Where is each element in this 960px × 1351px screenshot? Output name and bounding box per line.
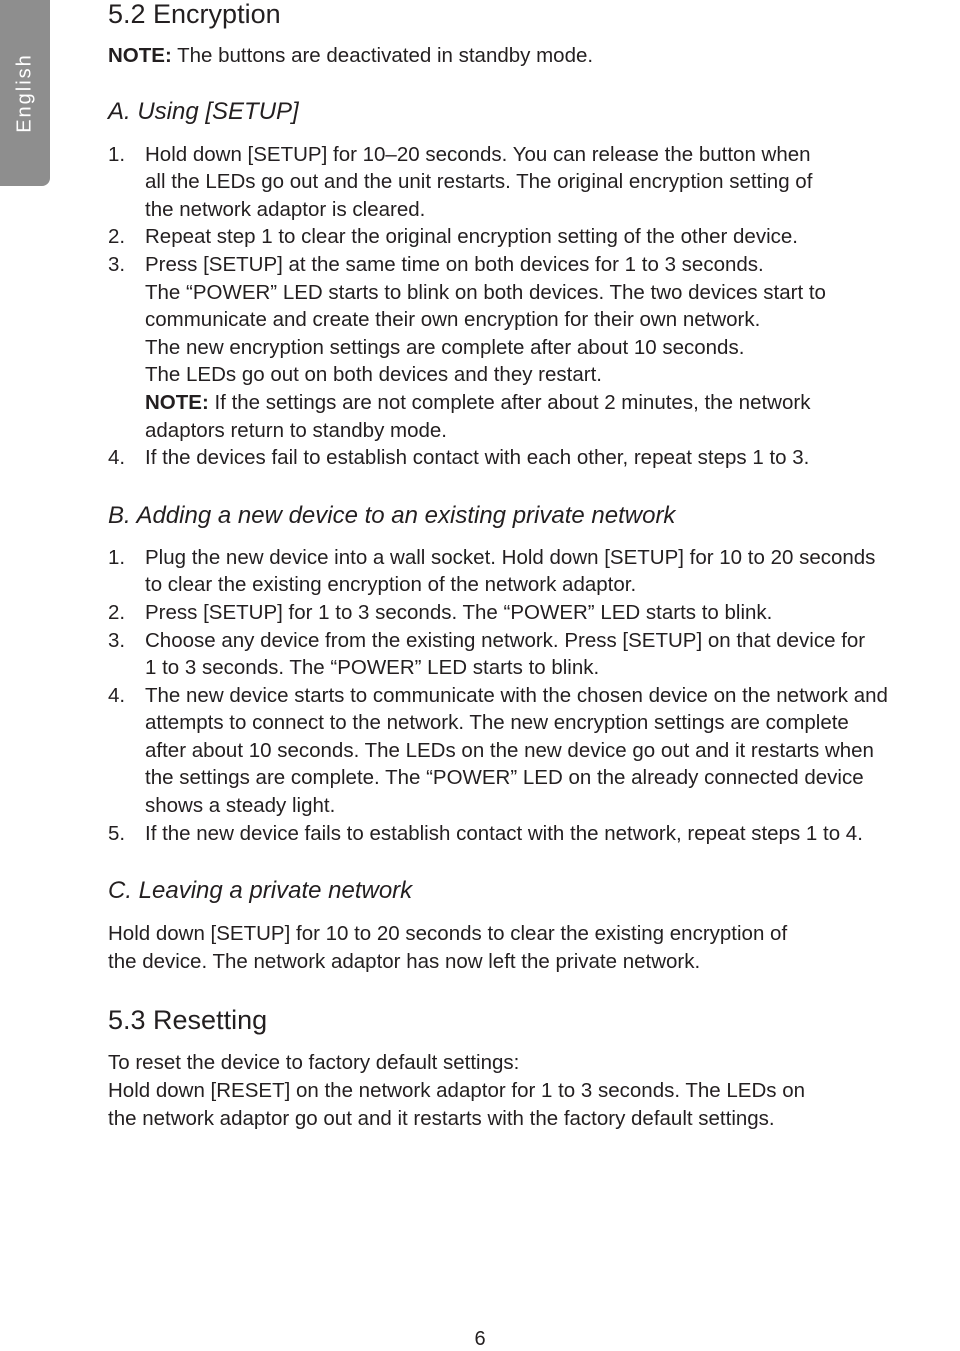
- step-line: after about 10 seconds. The LEDs on the new device go out and it restarts when: [145, 738, 874, 762]
- step-note-continued: adaptors return to standby mode.: [145, 418, 447, 442]
- language-label: English: [13, 53, 36, 133]
- step-line: all the LEDs go out and the unit restarts. The original encryption setting of: [145, 170, 813, 194]
- step-number: 1.: [108, 142, 126, 166]
- page-number: 6: [474, 1328, 486, 1350]
- standby-note: [108, 42, 960, 70]
- section-title-resetting: 5.3 Resetting: [108, 1005, 268, 1036]
- step-line: Choose any device from the existing network. Press [SETUP] on that device for: [145, 628, 866, 652]
- step-number: 2.: [108, 600, 126, 624]
- list-item: [108, 544, 960, 599]
- section-title-encryption: 5.2 Encryption: [108, 0, 281, 29]
- step-line: Press [SETUP] at the same time on both devices for 1 to 3 seconds.: [145, 252, 764, 276]
- leaving-network-text: [108, 920, 960, 975]
- language-tab: [0, 0, 50, 186]
- paragraph-line: the network adaptor go out and it restarts with the factory default settings.: [108, 1106, 775, 1130]
- step-note: [145, 389, 960, 417]
- subsection-title-b: B. Adding a new device to an existing private network: [108, 501, 676, 529]
- paragraph-line: To reset the device to factory default settings:: [108, 1051, 520, 1075]
- step-line: Press [SETUP] for 1 to 3 seconds. The “POWER” LED starts to blink.: [145, 600, 773, 624]
- page-content: [108, 0, 960, 1132]
- step-line: The new device starts to communicate with the chosen device on the network and: [145, 683, 888, 707]
- step-line: Plug the new device into a wall socket. Hold down [SETUP] for 10 to 20 seconds: [145, 545, 876, 569]
- list-item: [108, 223, 960, 251]
- note-label: NOTE:: [145, 390, 209, 414]
- paragraph-line: Hold down [RESET] on the network adaptor for 1 to 3 seconds. The LEDs on: [108, 1079, 806, 1103]
- step-line: attempts to connect to the network. The new encryption settings are complete: [145, 711, 849, 735]
- step-line: communicate and create their own encryption for their own network.: [145, 308, 761, 332]
- step-line: shows a steady light.: [145, 794, 336, 818]
- list-item: [108, 820, 960, 848]
- step-number: 3.: [108, 628, 126, 652]
- step-line: Repeat step 1 to clear the original encryption setting of the other device.: [145, 225, 798, 249]
- step-line: The LEDs go out on both devices and they restart.: [145, 363, 602, 387]
- step-number: 5.: [108, 821, 126, 845]
- step-line: Hold down [SETUP] for 10–20 seconds. You can release the button when: [145, 142, 811, 166]
- step-line: If the devices fail to establish contact with each other, repeat steps 1 to 3.: [145, 446, 810, 470]
- step-number: 4.: [108, 446, 126, 470]
- note-text: If the settings are not complete after about 2 minutes, the network: [208, 390, 811, 414]
- step-number: 4.: [108, 683, 126, 707]
- step-number: 3.: [108, 252, 126, 276]
- paragraph-line: the device. The network adaptor has now left the private network.: [108, 949, 701, 973]
- step-number: 1.: [108, 545, 126, 569]
- list-item: [108, 682, 960, 820]
- paragraph-line: Hold down [SETUP] for 10 to 20 seconds to clear the existing encryption of: [108, 922, 788, 946]
- note-text: The buttons are deactivated in standby mode.: [171, 44, 594, 67]
- step-line: the settings are complete. The “POWER” LED on the already connected device: [145, 766, 864, 790]
- list-item: [108, 141, 960, 224]
- subsection-title-c: C. Leaving a private network: [108, 877, 413, 905]
- subsection-title-a: A. Using [SETUP]: [108, 97, 299, 125]
- list-item: [108, 599, 960, 627]
- setup-steps-list: [108, 141, 960, 472]
- step-line: The “POWER” LED starts to blink on both devices. The two devices start to: [145, 280, 826, 304]
- step-line: to clear the existing encryption of the network adaptor.: [145, 573, 637, 597]
- step-line: the network adaptor is cleared.: [145, 197, 426, 221]
- list-item: [108, 444, 960, 472]
- note-label: NOTE:: [108, 44, 172, 67]
- resetting-text: [108, 1049, 960, 1132]
- add-device-steps-list: [108, 544, 960, 848]
- step-line: If the new device fails to establish contact with the network, repeat steps 1 to 4.: [145, 821, 863, 845]
- list-item: [108, 251, 960, 444]
- step-line: The new encryption settings are complete after about 10 seconds.: [145, 335, 745, 359]
- list-item: [108, 627, 960, 682]
- step-number: 2.: [108, 225, 126, 249]
- step-line: 1 to 3 seconds. The “POWER” LED starts to blink.: [145, 656, 600, 680]
